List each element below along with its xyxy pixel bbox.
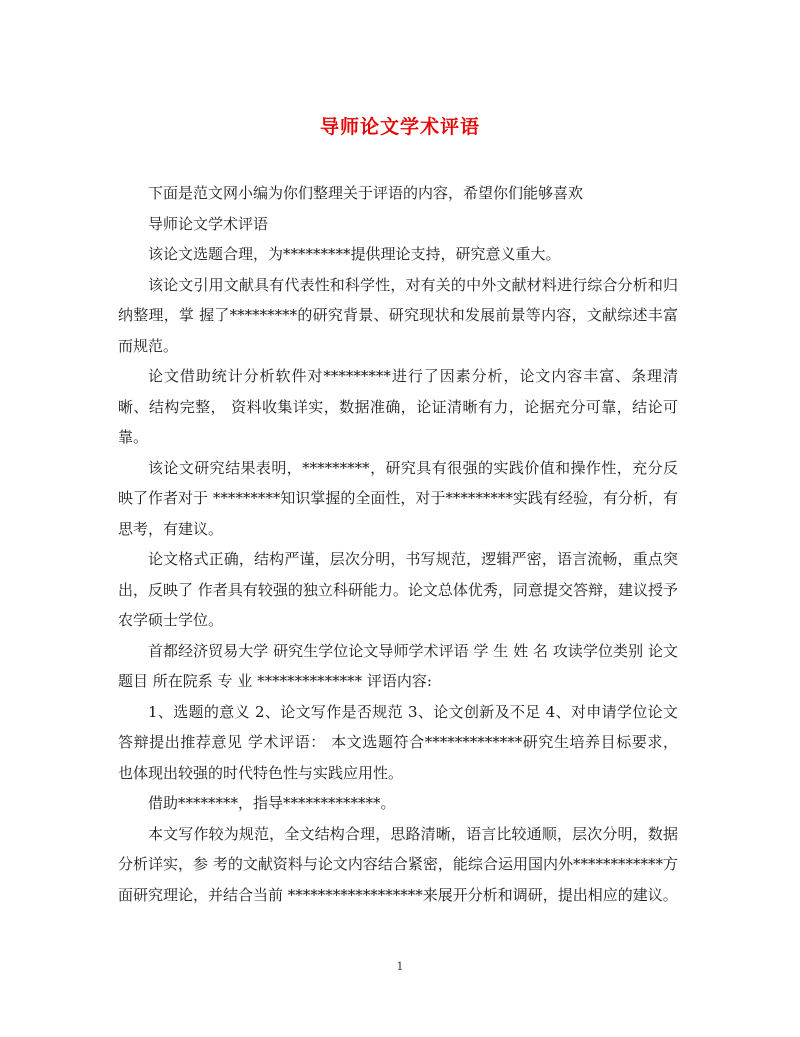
page-number: 1 — [396, 960, 404, 973]
body-paragraph: 借助********，指导*************。 — [148, 794, 396, 812]
form-fields-paragraph: 首都经济贸易大学 研究生学位论文导师学术评语 学 生 姓 名 攻读学位类别 论文题目 所在院系 专 业 ************** 评语内容: — [118, 641, 678, 690]
review-criteria-paragraph: 1、选题的意义 2、论文写作是否规范 3、论文创新及不足 4、对申请学位论文答辩提出推荐意见 学术评语： 本文选题符合*************研究生培养目标要求， 也体现出较强的时代特色性与实践应用性。 — [118, 702, 678, 782]
body-paragraph: 该论文选题合理，为*********提供理论支持，研究意义重大。 — [148, 245, 561, 263]
body-paragraph: 本文写作较为规范，全文结构合理，思路清晰，语言比较通顺，层次分明，数据分析详实，参 考的文献资料与论文内容结合紧密，能综合运用国内外************方面研究理论，并结合当前 ******************来展开分析和调研，提出相应的建议。 — [118, 824, 678, 904]
body-paragraph: 该论文引用文献具有代表性和科学性，对有关的中外文献材料进行综合分析和归纳整理，掌 握了*********的研究背景、研究现状和发展前景等内容，文献综述丰富而规范。 — [118, 275, 678, 355]
document-title: 导师论文学术评语 — [319, 116, 480, 138]
intro-paragraph: 下面是范文网小编为你们整理关于评语的内容，希望你们能够喜欢 — [148, 184, 584, 202]
body-paragraph: 论文格式正确，结构严谨，层次分明，书写规范，逻辑严密，语言流畅，重点突出，反映了 作者具有较强的独立科研能力。论文总体优秀，同意提交答辩，建议授予农学硕士学位。 — [118, 550, 678, 629]
document-body — [118, 178, 678, 910]
subheading-paragraph: 导师论文学术评语 — [148, 214, 269, 233]
body-paragraph: 论文借助统计分析软件对*********进行了因素分析，论文内容丰富、条理清晰、结构完整， 资料收集详实，数据准确，论证清晰有力，论据充分可靠，结论可靠。 — [118, 367, 678, 446]
body-paragraph: 该论文研究结果表明，*********，研究具有很强的实践价值和操作性，充分反映了作者对于 *********知识掌握的全面性，对于*********实践有经验，有分析，有思考，有建议。 — [118, 458, 678, 538]
